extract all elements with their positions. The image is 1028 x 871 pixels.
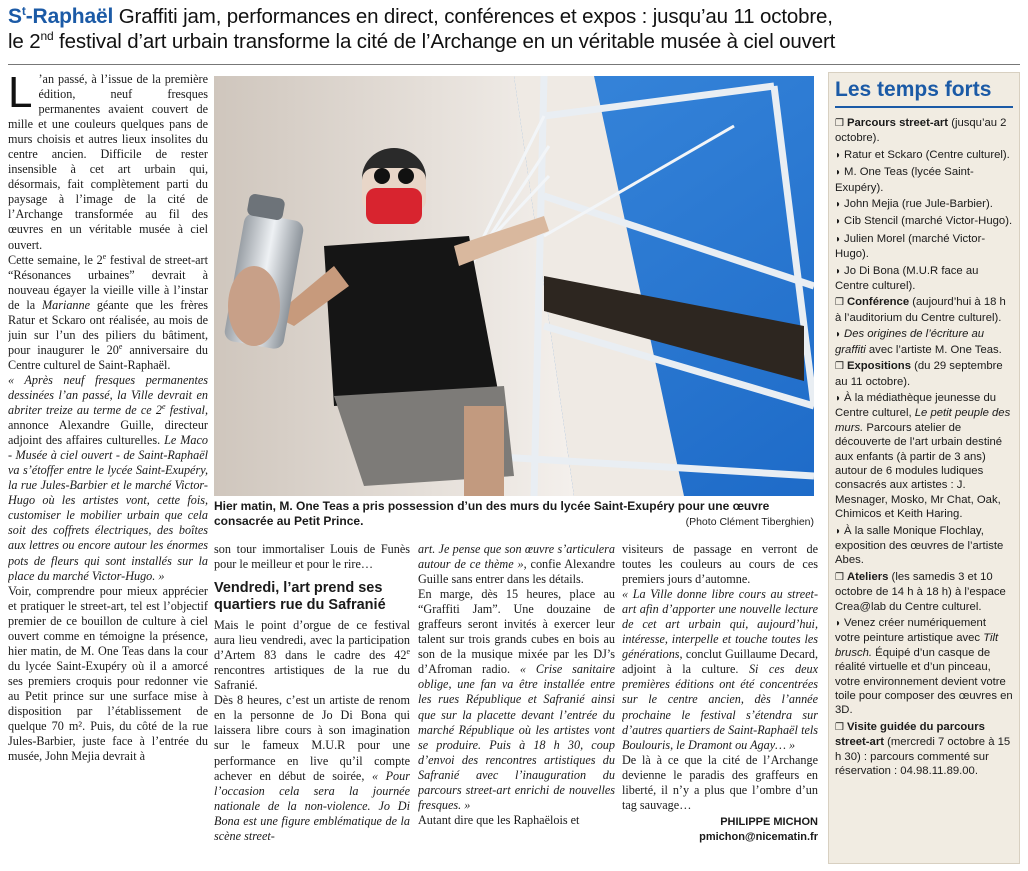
arrow-bullet-icon: ◗ — [835, 265, 842, 277]
subheading: Vendredi, l’art prend ses quartiers rue du Safranié — [214, 580, 386, 614]
sidebar-item-text: M. One Teas (lycée Saint-Exupéry). — [835, 166, 974, 194]
sidebar-item-title: Des origines de l’écriture au graffiti — [835, 328, 985, 356]
article-column-4 — [622, 542, 818, 864]
paragraph-graffiti-jam: En marge, dès 15 heures, place au “Graffiti Jam”. Une douzaine de graffeurs seront invités à exercer leur talent sur trois grands cubes en bois au son de la musique mixée par les DJ’s d’Afroman radio. « Crise sanitaire oblige, une fan va être installée entre les rues République et Safranié ainsi que sur la placette devant l’entrée du marché République où les artistes vont se produire. Puis à 18 h 30, coup d’envoi des rencontres artistiques du Safranié avec l’inauguration du parcours street-art enrichi de nouvelles fresques. » — [418, 587, 615, 812]
sidebar-item-text: Cib Stencil (marché Victor-Hugo). — [844, 215, 1013, 228]
paragraph-quote-decard: « La Ville donne libre cours au street-art afin d’apporter une nouvelle lecture de cet art urbain qui, aujourd’hui, intéresse, interpelle et touche toutes les générations, conclut Guillaume Decard, adjoint à la culture. Si ces deux premières éditions ont été concentrées sur le centre ancien, dès l’année prochaine le festival s’étendra sur d’autres quartiers de Saint-Raphaël tels Boulouris, le Dramont ou Agay… » — [622, 587, 818, 752]
headline-line-1: Graffiti jam, performances en direct, conférences et expos : jusqu’au 11 octobre, — [113, 5, 833, 28]
paragraph-visiteurs: visiteurs de passage en verront de toutes les couleurs au cours de ces premiers jours d’automne. — [622, 542, 818, 587]
arrow-bullet-icon: ◗ — [835, 167, 842, 179]
drop-cap: L — [8, 72, 33, 117]
arrow-bullet-icon: ◗ — [835, 329, 842, 341]
box-bullet-icon: ❒ — [835, 297, 844, 309]
headline — [8, 4, 1020, 60]
sidebar-item — [835, 391, 1013, 522]
paragraph-theme: art. Je pense que son œuvre s’articulera autour de ce thème », confie Alexandre Guille sans entrer dans les détails. — [418, 542, 615, 587]
paragraph-objective: Voir, comprendre pour mieux apprécier et pratiquer le street-art, tel est l’objectif premier de ce bouillon de culture à ciel ouvert comme en témoigne la présence, hier matin, de M. One Teas dans la cour du lycée Saint-Exupéry où il a amorcé ses premiers croquis pour redonner vie au Petit prince sur une surface mise à disposition par l’établissement de quelque 70 m². Puis, du côté de la rue Jules-Barbier, juste face à l’entrée du musée, John Mejia devrait à — [8, 583, 208, 764]
sidebar-item-text: avec l’artiste M. One Teas. — [865, 343, 1002, 356]
street-artist-photo-illustration — [214, 76, 814, 496]
sidebar-item-text: (du 29 septembre au 11 octobre). — [835, 360, 1003, 388]
box-bullet-icon: ❒ — [835, 361, 844, 373]
article-column-2 — [214, 542, 410, 864]
sidebar-item — [835, 616, 1013, 718]
sidebar-item — [835, 165, 1013, 195]
paragraph-raphaelois: Autant dire que les Raphaëlois et — [418, 812, 580, 827]
sidebar-item-heading: Expositions — [846, 360, 911, 373]
sidebar-item-heading: Ateliers — [846, 570, 889, 583]
sidebar-item-text: (aujourd’hui à 18 h à l’auditorium du Centre culturel). — [835, 296, 1006, 324]
article-column-3 — [418, 542, 615, 864]
sidebar-item — [835, 214, 1013, 229]
sidebar-item — [835, 524, 1013, 568]
paragraph-funes: son tour immortaliser Louis de Funès pour le meilleur et pour le rire… — [214, 542, 410, 572]
article-photo — [214, 76, 814, 496]
photo-credit: (Photo Clément Tiberghien) — [685, 516, 814, 528]
author-email: pmichon@nicematin.fr — [699, 830, 818, 843]
sidebar-item — [835, 148, 1013, 163]
sidebar-item — [835, 264, 1013, 294]
sidebar-item — [835, 720, 1013, 779]
headline-divider — [8, 64, 1020, 65]
arrow-bullet-icon: ◗ — [835, 216, 842, 228]
sidebar-item-text: (jusqu’au 2 octobre). — [835, 117, 1007, 145]
sidebar-item — [835, 359, 1013, 389]
sidebar-item-text: À la salle Monique Flochlay, exposition des œuvres de l’artiste Abes. — [835, 524, 1004, 567]
sidebar-title: Les temps forts — [835, 77, 1013, 108]
box-bullet-icon: ❒ — [835, 571, 844, 583]
sidebar-item-heading: Visite guidée du parcours street-art — [835, 720, 985, 749]
box-bullet-icon: ❒ — [835, 118, 844, 129]
headline-line-2: le 2nd festival d’art urbain transforme la cité de l’Archange en un véritable musée à ciel ouvert — [8, 29, 836, 53]
sidebar-item-text: John Mejia (rue Jule-Barbier). — [844, 198, 993, 211]
paragraph-conclusion: De là à ce que la cité de l’Archange devienne le paradis des graffeurs en liberté, il n’y a plus que l’ombre d’un tag sauvage… — [622, 752, 818, 812]
sidebar-item-text: Jo Di Bona (M.U.R face au Centre culturel). — [835, 264, 979, 293]
sidebar-item-text: Équipé d’un casque de réalité virtuelle et d’un pinceau, votre environnement devient votre toile pour composer des œuvres en 3D. — [835, 646, 1013, 717]
sidebar-item-title: Le petit peuple des murs. — [835, 407, 1011, 434]
article-column-1 — [8, 72, 208, 864]
box-bullet-icon: ❒ — [835, 721, 844, 733]
sidebar-item — [835, 116, 1013, 146]
sidebar-item — [835, 570, 1013, 614]
paragraph-quote-guille: « Après neuf fresques permanentes dessinées l’an passé, la Ville devrait en abriter treize au terme de ce 2e festival, annonce Alexandre Guille, directeur adjoint des affaires culturelles. Le Maco - Musée à ciel ouvert - de Saint-Raphaël va s’étoffer entre le lycée Saint-Exupéry, la rue Jules-Barbier et le marché Victor-Hugo où les artistes vont, cette fois, customiser le mobilier urbain que cela soit des coffrets électriques, des boîtes aux lettres ou encore autour les énormes pots de fleurs qui sont installés sur la place du marché Victor-Hugo. » — [8, 372, 208, 583]
sidebar-item-text: (les samedis 3 et 10 octobre de 14 h à 18 h) à l’espace Crea@lab du Centre culturel. — [835, 570, 1006, 613]
arrow-bullet-icon: ◗ — [835, 618, 842, 629]
paragraph-artem: Mais le point d’orgue de ce festival aura lieu vendredi, avec la participation d’Artem 83 dans le cadre des 42e rencontres artistiques de la rue du Safranié. — [214, 618, 410, 693]
sidebar-item-heading: Conférence — [846, 296, 910, 309]
arrow-bullet-icon: ◗ — [835, 233, 842, 245]
arrow-bullet-icon: ◗ — [835, 149, 842, 161]
paragraph-jo-di-bona: Dès 8 heures, c’est un artiste de renom en la personne de Jo Di Bona qui laissera libre cours à son imagination sur le fameux M.U.R pour une performance en live qu’il compte achever en début de soirée, « Pour l’occasion cela sera la journée nationale de la non-violence. Jo Di Bona est une figure emblématique de la scène street- — [214, 693, 410, 843]
sidebar-item-text: (mercredi 7 octobre à 15 h 30) : parcours commenté sur réservation : 04.98.11.89.00. — [835, 736, 1011, 778]
arrow-bullet-icon: ◗ — [835, 392, 842, 404]
arrow-bullet-icon: ◗ — [835, 199, 842, 211]
sidebar-item-text: À la médiathèque jeunesse du Centre culturel, — [835, 391, 997, 420]
sidebar-item — [835, 197, 1013, 212]
sidebar-list — [835, 116, 1013, 778]
section-kicker: $S^t$-Raphaël — [8, 4, 114, 28]
sidebar-item — [835, 232, 1013, 262]
sidebar-item-text: Ratur et Sckaro (Centre culturel). — [844, 148, 1010, 161]
sidebar-item-text: Parcours atelier de découverte de l’art urbain destiné aux enfants (à partir de 3 ans) autour de 6 modules ludiques consacrés aux artistes : J. Mesnager, Mosko, Mr Chat, Oak, Chimicos et Keith Haring. — [835, 421, 1003, 521]
paragraph-intro: L ’an passé, à l’issue de la première édition, neuf fresques permanentes avaient couvert de mille et une couleurs quelques pans de murs choisis et autres lieux insolites du centre ancien. Difficile de rester insensible à cet art urbain qui, désormais, fait complètement parti du paysage à l’image de la cité de l’Archange transformée au fil des œuvres en un véritable musée à ciel ouvert. — [8, 72, 208, 252]
sidebar-item-heading: Parcours street-art — [846, 117, 949, 129]
highlights-sidebar — [828, 72, 1020, 864]
sidebar-item — [835, 327, 1013, 357]
sidebar-item-title: Tilt brusch. — [835, 632, 999, 659]
sidebar-item — [835, 295, 1013, 325]
arrow-bullet-icon: ◗ — [835, 525, 842, 537]
sidebar-item-text: Venez créer numériquement votre peinture artistique avec — [835, 617, 986, 645]
paragraph-festival: Cette semaine, le 2e festival de street-art “Résonances urbaines” devrait à nouveau égayer la vieille ville à l’instar de la Marianne géante que les frères Ratur et Sckaro ont réalisée, au mois de juin sur l’un des piliers du bâtiment, pour inaugurer le 20e anniversaire du Centre culturel de Saint-Raphaël. — [8, 251, 208, 372]
photo-caption: Hier matin, M. One Teas a pris possession d’un des murs du lycée Saint-Exupéry pour une œuvre consacrée au Petit Prince. — [214, 499, 770, 528]
author-signature: PHILIPPE MICHON — [720, 815, 818, 828]
sidebar-item-text: Julien Morel (marché Victor-Hugo). — [835, 232, 986, 261]
